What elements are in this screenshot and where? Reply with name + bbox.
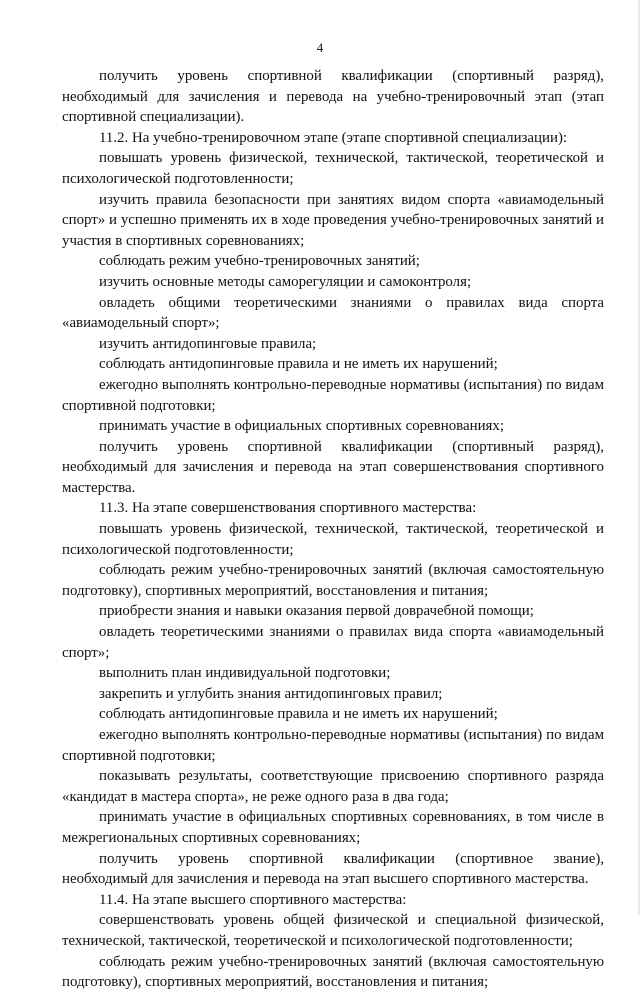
section-heading: 11.3. На этапе совершенствования спортивного мастерства: <box>99 500 477 517</box>
paragraph: овладеть общими теоретическими знаниями о правилах вида спорта «авиамодельный спорт»; <box>62 294 604 332</box>
paragraph: принимать участие в официальных спортивных соревнованиях, в том числе в межрегиональных спортивных соревнованиях; <box>62 809 604 846</box>
paragraph: совершенствовать уровень общей физической и специальной физической, технической, тактической, теоретической и психологической подготовленности; <box>62 912 604 949</box>
paragraph: принимать участие в официальных спортивных соревнованиях; <box>99 418 504 435</box>
paragraph: изучить правила безопасности при занятиях видом спорта «авиамодельный спорт» и успешно применять их в ходе проведения учебно-тренировочных занятий и участия в спортивных соревнованиях; <box>62 191 604 249</box>
paragraph: соблюдать антидопинговые правила и не иметь их нарушений; <box>99 706 498 723</box>
paragraph: получить уровень спортивной квалификации (спортивное звание), необходимый для зачисления и перевода на этап высшего спортивного мастерства. <box>62 850 604 888</box>
section-heading: 11.4. На этапе высшего спортивного мастерства: <box>99 891 407 908</box>
paragraph: получить уровень спортивной квалификации (спортивный разряд), необходимый для зачисления и перевода на учебно-тренировочный этап (этап спортивной специализации). <box>62 68 604 126</box>
paragraph: изучить основные методы саморегуляции и самоконтроля; <box>99 273 472 290</box>
paragraph: соблюдать режим учебно-тренировочных занятий; <box>99 253 420 270</box>
section-heading: 11.2. На учебно-тренировочном этапе (этапе спортивной специализации): <box>99 129 568 146</box>
paragraph: соблюдать антидопинговые правила и не иметь их нарушений; <box>99 356 498 373</box>
paragraph: выполнить план индивидуальной подготовки; <box>99 665 391 682</box>
paragraph: ежегодно выполнять контрольно-переводные нормативы (испытания) по видам спортивной подготовки; <box>62 376 604 414</box>
paragraph: повышать уровень физической, технической, тактической, теоретической и психологической подготовленности; <box>62 150 604 187</box>
paragraph: приобрести знания и навыки оказания первой доврачебной помощи; <box>99 603 534 620</box>
paragraph: овладеть теоретическими знаниями о правилах вида спорта «авиамодельный спорт»; <box>62 624 604 661</box>
paragraph: изучить антидопинговые правила; <box>99 335 317 352</box>
paragraph: получить уровень спортивной квалификации (спортивный разряд), необходимый для зачисления и перевода на этап совершенствования спортивного мастерства. <box>62 438 604 496</box>
paragraph: соблюдать режим учебно-тренировочных занятий (включая самостоятельную подготовку), спортивных мероприятий, восстановления и питания; <box>62 562 604 599</box>
paragraph: повышать уровень физической, технической, тактической, теоретической и психологической подготовленности; <box>62 521 604 558</box>
paragraph: показывать результаты, соответствующие присвоению спортивного разряда «кандидат в мастера спорта», не реже одного раза в два года; <box>62 768 604 805</box>
paragraph: соблюдать режим учебно-тренировочных занятий (включая самостоятельную подготовку), спортивных мероприятий, восстановления и питания; <box>62 953 604 991</box>
paragraph: ежегодно выполнять контрольно-переводные нормативы (испытания) по видам спортивной подготовки; <box>62 727 604 764</box>
paragraph: закрепить и углубить знания антидопинговых правил; <box>99 685 443 702</box>
page-number: 4 <box>316 40 324 55</box>
document-body <box>62 66 604 993</box>
